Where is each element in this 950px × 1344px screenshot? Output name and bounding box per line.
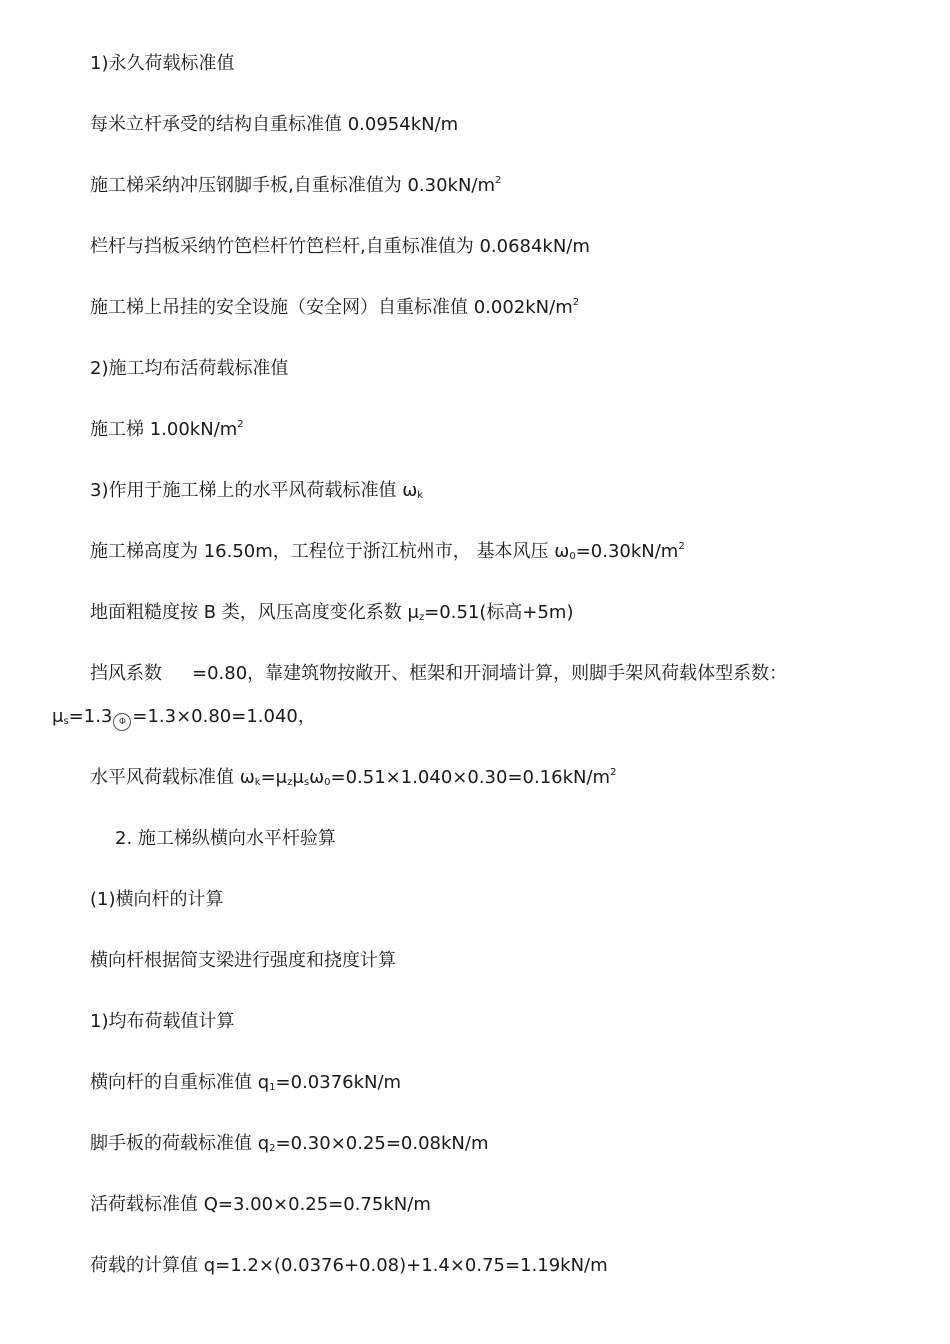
text-line: 水平风荷载标准值 $\omega_k=\mu_z\mu_s\omega_0=0.51\times 1.040\times 0.30=0.16kN/m^2$ <box>90 767 617 788</box>
heading-live-load: 2)施工均布活荷载标准值 <box>90 358 289 379</box>
text-line: 横向杆的自重标准值 $q_1=0.0376kN/m$ <box>90 1072 402 1093</box>
text-line: 地面粗糙度按 B 类，风压高度变化系数 $\mu_z=0.51$(标高+5m) <box>90 602 574 623</box>
text-line: 施工梯 $1.00kN/m^2$ <box>90 419 244 440</box>
text-line: 活荷载标准值 Q=3.00×0.25=0.75kN/m <box>90 1194 431 1215</box>
text-line <box>90 52 234 76</box>
heading-wind-load: 3)作用于施工梯上的水平风荷载标准值 ω <box>90 480 418 501</box>
text-line: 挡风系数 =0.80，靠建筑物按敞开、框架和开洞墙计算，则脚手架风荷载体型系数： <box>90 663 788 684</box>
text-line: 1)均布荷载值计算 <box>90 1011 235 1032</box>
text-line <box>90 888 224 912</box>
text-line: 脚手板的荷载标准值 $q_2=0.30\times 0.25=0.08kN/m$ <box>90 1133 489 1154</box>
text-line <box>115 827 336 851</box>
subsection-heading: (1)横向杆的计算 <box>90 889 224 910</box>
text-line: 施工梯上吊挂的安全设施（安全网）自重标准值 $0.002kN/m^2$ <box>90 297 580 318</box>
section-heading: 2. 施工梯纵横向水平杆验算 <box>115 828 336 849</box>
text-line <box>90 357 288 381</box>
text-line: 3)作用于施工梯上的水平风荷载标准值 $\omega_k$ <box>90 480 424 501</box>
heading-permanent-load: 1)永久荷载标准值 <box>90 53 235 74</box>
text-line: 施工梯高度为 16.50m，工程位于浙江杭州市， 基本风压 $\omega_0=0.30kN/m^2$ <box>90 541 685 562</box>
text-line: 施工梯采纳冲压钢脚手板,自重标准值为 $0.30kN/m^2$ <box>90 175 502 196</box>
text-line: 横向杆根据简支梁进行强度和挠度计算 <box>90 950 396 971</box>
phi-symbol-icon: Φ <box>113 713 131 731</box>
text-line: 荷载的计算值 q=1.2×(0.0376+0.08)+1.4×0.75=1.19kN/m <box>90 1255 608 1276</box>
text-line: 栏杆与挡板采纳竹笆栏杆竹笆栏杆,自重标准值为 0.0684kN/m <box>90 236 590 257</box>
text-line: $\mu_s=1.3$ Φ =1.3×0.80=1.040， <box>52 705 316 731</box>
text-line: 每米立杆承受的结构自重标准值 0.0954kN/m <box>90 114 459 135</box>
